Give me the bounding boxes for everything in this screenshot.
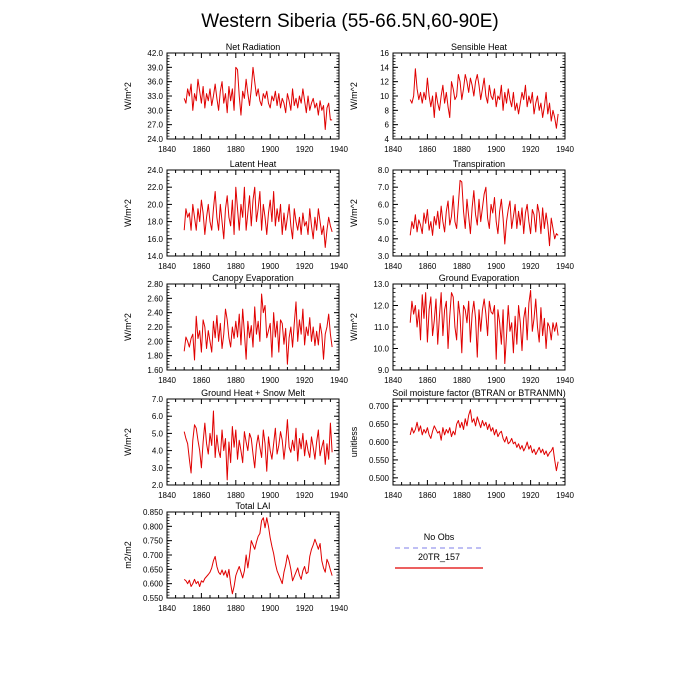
x-tick-label: 1920 (295, 376, 314, 385)
panel-title: Total LAI (235, 501, 271, 511)
y-tick-label: 0.550 (142, 594, 163, 603)
y-tick-label: 0.600 (368, 438, 389, 447)
panel-title: Transpiration (452, 159, 506, 169)
y-axis-label: W/m^2 (123, 82, 133, 110)
y-tick-label: 24.0 (147, 166, 163, 175)
x-tick-label: 1900 (261, 145, 280, 154)
y-tick-label: 16 (380, 49, 389, 58)
y-tick-label: 6.0 (151, 412, 163, 422)
x-tick-label: 1940 (556, 491, 574, 500)
y-tick-label: 30.0 (147, 106, 163, 116)
x-tick-label: 1880 (226, 491, 245, 500)
y-tick-label: 24.0 (147, 135, 163, 144)
x-tick-label: 1840 (158, 604, 176, 613)
y-tick-label: 16.0 (147, 234, 163, 244)
y-tick-label: 7.0 (377, 183, 389, 193)
panel-title: Ground Heat + Snow Melt (201, 388, 305, 398)
y-tick-label: 1.80 (147, 351, 163, 361)
y-tick-label: 6.0 (377, 200, 389, 210)
y-axis-label: W/m^2 (123, 199, 133, 227)
y-axis-label: W/m^2 (349, 313, 359, 341)
y-tick-label: 3.0 (151, 463, 163, 473)
panel-title: Net Radiation (225, 42, 281, 52)
y-tick-label: 14 (380, 63, 389, 73)
y-tick-label: 0.650 (368, 420, 389, 430)
y-tick-label: 12 (380, 77, 389, 87)
x-tick-label: 1920 (295, 604, 314, 613)
panel-title: Soil moisture factor (BTRAN or BTRANMN) (392, 388, 566, 398)
x-tick-label: 1940 (330, 491, 348, 500)
x-tick-label: 1900 (261, 604, 280, 613)
x-tick-label: 1880 (452, 491, 471, 500)
x-tick-label: 1860 (192, 376, 211, 385)
y-tick-label: 2.40 (147, 308, 163, 318)
y-tick-label: 0.700 (368, 402, 389, 412)
x-tick-label: 1880 (226, 376, 245, 385)
y-tick-label: 42.0 (147, 49, 163, 58)
x-tick-label: 1840 (158, 491, 176, 500)
y-tick-label: 14.0 (147, 252, 163, 261)
y-tick-label: 0.750 (142, 536, 163, 546)
x-tick-label: 1860 (192, 262, 211, 271)
x-tick-label: 1860 (192, 145, 211, 154)
x-tick-label: 1900 (487, 376, 506, 385)
x-tick-label: 1840 (158, 376, 176, 385)
x-tick-label: 1880 (452, 376, 471, 385)
y-tick-label: 10 (380, 92, 389, 101)
panel-title: Ground Evaporation (438, 273, 520, 283)
x-tick-label: 1920 (521, 262, 540, 271)
x-tick-label: 1860 (418, 491, 437, 500)
y-tick-label: 0.650 (142, 565, 163, 575)
x-tick-label: 1900 (487, 262, 506, 271)
x-tick-label: 1860 (418, 376, 437, 385)
y-tick-label: 33.0 (147, 92, 163, 101)
x-tick-label: 1940 (330, 376, 348, 385)
x-tick-label: 1900 (487, 491, 506, 500)
y-tick-label: 36.0 (147, 77, 163, 87)
y-tick-label: 11.0 (374, 323, 389, 332)
y-tick-label: 1.60 (147, 366, 163, 375)
x-tick-label: 1880 (226, 604, 245, 613)
x-tick-label: 1940 (556, 262, 574, 271)
y-tick-label: 8.0 (377, 166, 389, 175)
y-tick-label: 0.800 (142, 522, 163, 532)
x-tick-label: 1880 (452, 262, 471, 271)
legend-label: No Obs (423, 532, 455, 542)
panel-title: Canopy Evaporation (212, 273, 294, 283)
y-tick-label: 2.00 (147, 337, 163, 347)
y-tick-label: 4.0 (377, 234, 389, 244)
y-tick-label: 0.550 (368, 455, 389, 465)
x-tick-label: 1920 (521, 145, 540, 154)
y-tick-label: 13.0 (373, 280, 389, 289)
y-tick-label: 6 (384, 120, 389, 130)
x-tick-label: 1880 (452, 145, 471, 154)
x-tick-label: 1900 (261, 491, 280, 500)
y-axis-label: unitless (349, 426, 359, 458)
x-tick-label: 1860 (192, 604, 211, 613)
y-tick-label: 0.500 (368, 473, 389, 483)
y-tick-label: 2.0 (151, 481, 163, 490)
x-tick-label: 1940 (330, 262, 348, 271)
x-tick-label: 1860 (192, 491, 211, 500)
x-tick-label: 1840 (384, 376, 402, 385)
x-tick-label: 1840 (158, 262, 176, 271)
x-tick-label: 1940 (556, 145, 574, 154)
y-tick-label: 27.0 (147, 120, 163, 130)
x-tick-label: 1880 (226, 145, 245, 154)
figure-title: Western Siberia (55-66.5N,60-90E) (201, 11, 499, 32)
y-tick-label: 9.0 (377, 366, 389, 375)
x-tick-label: 1900 (261, 262, 280, 271)
x-tick-label: 1860 (418, 145, 437, 154)
x-tick-label: 1840 (384, 262, 402, 271)
y-tick-label: 5.0 (151, 429, 163, 439)
y-tick-label: 0.600 (142, 579, 163, 589)
y-tick-label: 4 (384, 135, 389, 144)
y-tick-label: 0.850 (142, 508, 163, 517)
x-tick-label: 1900 (261, 376, 280, 385)
y-tick-label: 12.0 (373, 301, 389, 311)
y-tick-label: 8 (384, 106, 389, 116)
x-tick-label: 1920 (295, 145, 314, 154)
y-axis-label: m2/m2 (123, 541, 133, 569)
y-tick-label: 0.700 (142, 551, 163, 560)
x-tick-label: 1880 (226, 262, 245, 271)
y-tick-label: 5.0 (377, 217, 389, 227)
y-tick-label: 39.0 (147, 63, 163, 73)
x-tick-label: 1860 (418, 262, 437, 271)
y-axis-label: W/m^2 (123, 313, 133, 341)
y-tick-label: 2.80 (147, 280, 163, 289)
y-tick-label: 2.20 (147, 323, 163, 332)
x-tick-label: 1920 (295, 491, 314, 500)
y-tick-label: 4.0 (151, 446, 163, 456)
y-tick-label: 22.0 (147, 183, 163, 193)
x-tick-label: 1940 (556, 376, 574, 385)
y-tick-label: 3.0 (377, 252, 389, 261)
y-axis-label: W/m^2 (349, 82, 359, 110)
y-axis-label: W/m^2 (349, 199, 359, 227)
y-axis-label: W/m^2 (123, 428, 133, 456)
x-tick-label: 1900 (487, 145, 506, 154)
x-tick-label: 1920 (521, 376, 540, 385)
y-tick-label: 7.0 (151, 395, 163, 404)
panel-title: Sensible Heat (450, 42, 508, 52)
x-tick-label: 1920 (295, 262, 314, 271)
y-tick-label: 10.0 (373, 344, 389, 354)
y-tick-label: 18.0 (147, 217, 163, 227)
x-tick-label: 1840 (158, 145, 176, 154)
x-tick-label: 1840 (384, 491, 402, 500)
x-tick-label: 1940 (330, 145, 348, 154)
y-tick-label: 2.60 (147, 294, 163, 304)
x-tick-label: 1940 (330, 604, 348, 613)
y-tick-label: 20.0 (147, 200, 163, 210)
legend-label: 20TR_157 (417, 552, 461, 562)
panel-title: Latent Heat (229, 159, 277, 169)
x-tick-label: 1840 (384, 145, 402, 154)
x-tick-label: 1920 (521, 491, 540, 500)
